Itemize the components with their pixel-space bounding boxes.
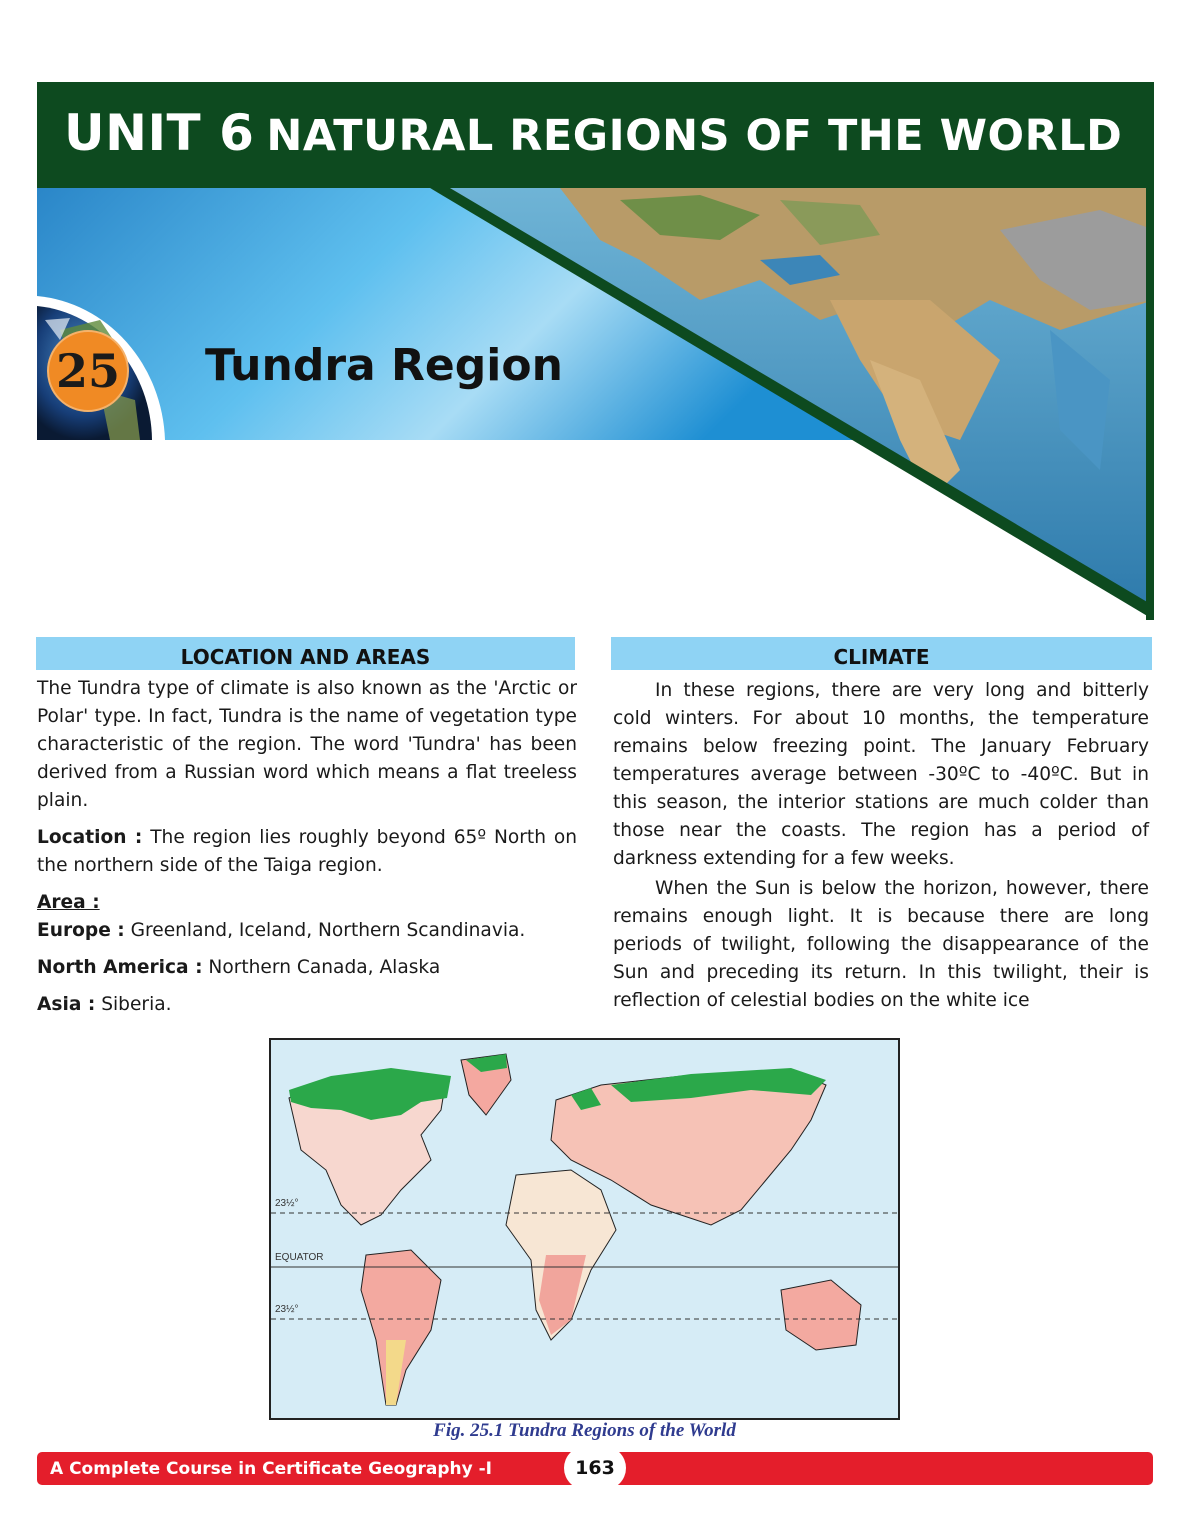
area-europe-text: Greenland, Iceland, Northern Scandinavia.: [124, 920, 526, 941]
location-section-heading: LOCATION AND AREAS: [36, 637, 575, 670]
area-label: Area :: [37, 892, 100, 913]
unit-name: NATURAL REGIONS OF THE WORLD: [266, 111, 1123, 161]
chapter-number: 25: [55, 344, 120, 398]
location-section-body: [37, 675, 577, 1019]
area-asia-text: Siberia.: [95, 994, 172, 1015]
area-heading: [37, 889, 577, 917]
footer-book-title: A Complete Course in Certificate Geography -I: [50, 1459, 493, 1479]
area-item-north-america: [37, 954, 577, 982]
tundra-world-map: [269, 1038, 900, 1420]
climate-paragraph-2: When the Sun is below the horizon, however, there remains enough light. It is because there are long periods of twilight, following the disappearance of the Sun and preceding its return. In this twilight, their is reflection of celestial bodies on the white ice: [613, 878, 1149, 1011]
area-north-america-label: North America :: [37, 957, 203, 978]
area-item-asia: [37, 991, 577, 1019]
climate-section-body: [613, 677, 1149, 1015]
equator-label: EQUATOR: [275, 1252, 324, 1263]
tropic-of-capricorn-label: 23½°: [275, 1304, 299, 1315]
area-asia-label: Asia :: [37, 994, 96, 1015]
area-item-europe: [37, 917, 577, 945]
climate-section-heading: CLIMATE: [611, 637, 1152, 670]
tundra-intro-paragraph: The Tundra type of climate is also known as the 'Arctic or Polar' type. In fact, Tundra is the name of vegetation type characteristic of the region. The word 'Tundra' has been derived from a Russian word which means a flat treeless plain.: [37, 678, 577, 811]
hero-banner-graphic: [0, 0, 1191, 630]
tropic-of-cancer-label: 23½°: [275, 1198, 299, 1209]
chapter-title: Tundra Region: [205, 340, 563, 391]
area-north-america-text: Northern Canada, Alaska: [202, 957, 441, 978]
world-map-graphic: [271, 1040, 898, 1418]
climate-paragraph-1: In these regions, there are very long and bitterly cold winters. For about 10 months, the temperature remains below freezing point. The January February temperatures average between -30ºC to -40ºC. But in this season, the interior stations are much colder than those near the coasts. The region has a period of darkness extending for a few weeks.: [613, 680, 1149, 869]
area-europe-label: Europe :: [37, 920, 125, 941]
unit-number: UNIT 6: [64, 104, 255, 162]
page-number: 163: [564, 1446, 626, 1490]
figure-caption: Fig. 25.1 Tundra Regions of the World: [433, 1420, 736, 1441]
location-text: The region lies roughly beyond 65º North on the northern side of the Taiga region.: [37, 827, 578, 876]
location-label: Location :: [37, 827, 143, 848]
location-paragraph: [37, 824, 577, 880]
